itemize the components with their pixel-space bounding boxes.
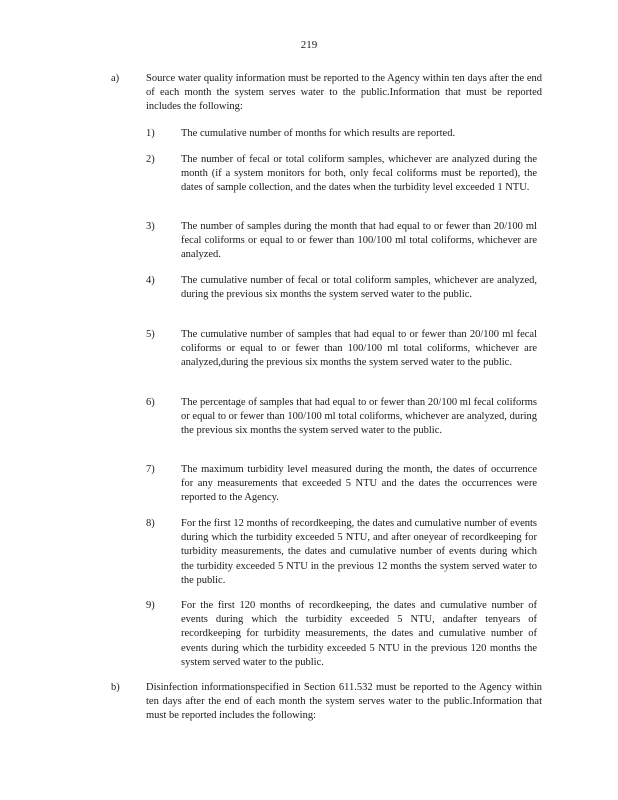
item-number: 6) [146,397,155,408]
item-text: For the first 12 months of recordkeeping, the dates and cumulative number of events during which the turbidity exceeded 5 NTU, and after oneyear of recordkeeping for turbidity measurements, the dates and cumulative number of events during which the turbidity exceeded 5 NTU in the previous 12 months the system served water to the public. [181,518,537,586]
item-number: 7) [146,464,155,475]
item-number: 1) [146,128,155,139]
item-text: The cumulative number of samples that had equal to or fewer than 20/100 ml fecal coliforms or equal to or fewer than 100/100 ml total coliforms, whichever are analyzed,during the previous six months the system served water to the public. [181,329,537,369]
item-number: 4) [146,275,155,286]
item-text: The percentage of samples that had equal to or fewer than 20/100 ml fecal coliforms or equal to or fewer than 100/100 ml total coliforms, whichever are analyzed, during the previous six months the system served water to the public. [181,397,537,437]
item-text: The number of samples during the month that had equal to or fewer than 20/100 ml fecal coliforms or equal to or fewer than 100/100 ml total coliforms, whichever are analyzed. [181,221,537,261]
item-number: 3) [146,221,155,232]
item-text: The cumulative number of fecal or total coliform samples, whichever are analyzed, during the previous six months the system served water to the public. [181,275,537,301]
section-label: a) [111,73,120,84]
item-text: The cumulative number of months for which results are reported. [181,128,456,139]
item-number: 8) [146,518,155,529]
item-number: 5) [146,329,155,340]
section-label: b) [111,682,120,693]
page-number: 219 [300,39,318,51]
item-number: 9) [146,600,155,611]
item-text: The maximum turbidity level measured during the month, the dates of occurrence for any measurements that exceeded 5 NTU and the dates the occurrences were reported to the Agency. [181,464,537,504]
item-text: For the first 120 months of recordkeeping, the dates and cumulative number of events during which the turbidity exceeded 5 NTU, andafter tenyears of recordkeeping for turbidity measurements, the dates and cumulative number of events during which the turbidity exceeded 5 NTU in the previous 120 months the system served water to the public. [181,600,537,668]
section-text: Source water quality information must be reported to the Agency within ten days after the end of each month the system serves water to the public.Information that must be reported includes the following: [146,73,542,113]
item-number: 2) [146,154,155,165]
section-text: Disinfection informationspecified in Section 611.532 must be reported to the Agency within ten days after the end of each month the system serves water to the public.Information that must be reported includes the following: [146,682,542,722]
item-text: The number of fecal or total coliform samples, whichever are analyzed during the month (if a system monitors for both, only fecal coliforms must be reported), the dates of sample collection, and the dates when the turbidity level exceeded 1 NTU. [181,154,537,194]
